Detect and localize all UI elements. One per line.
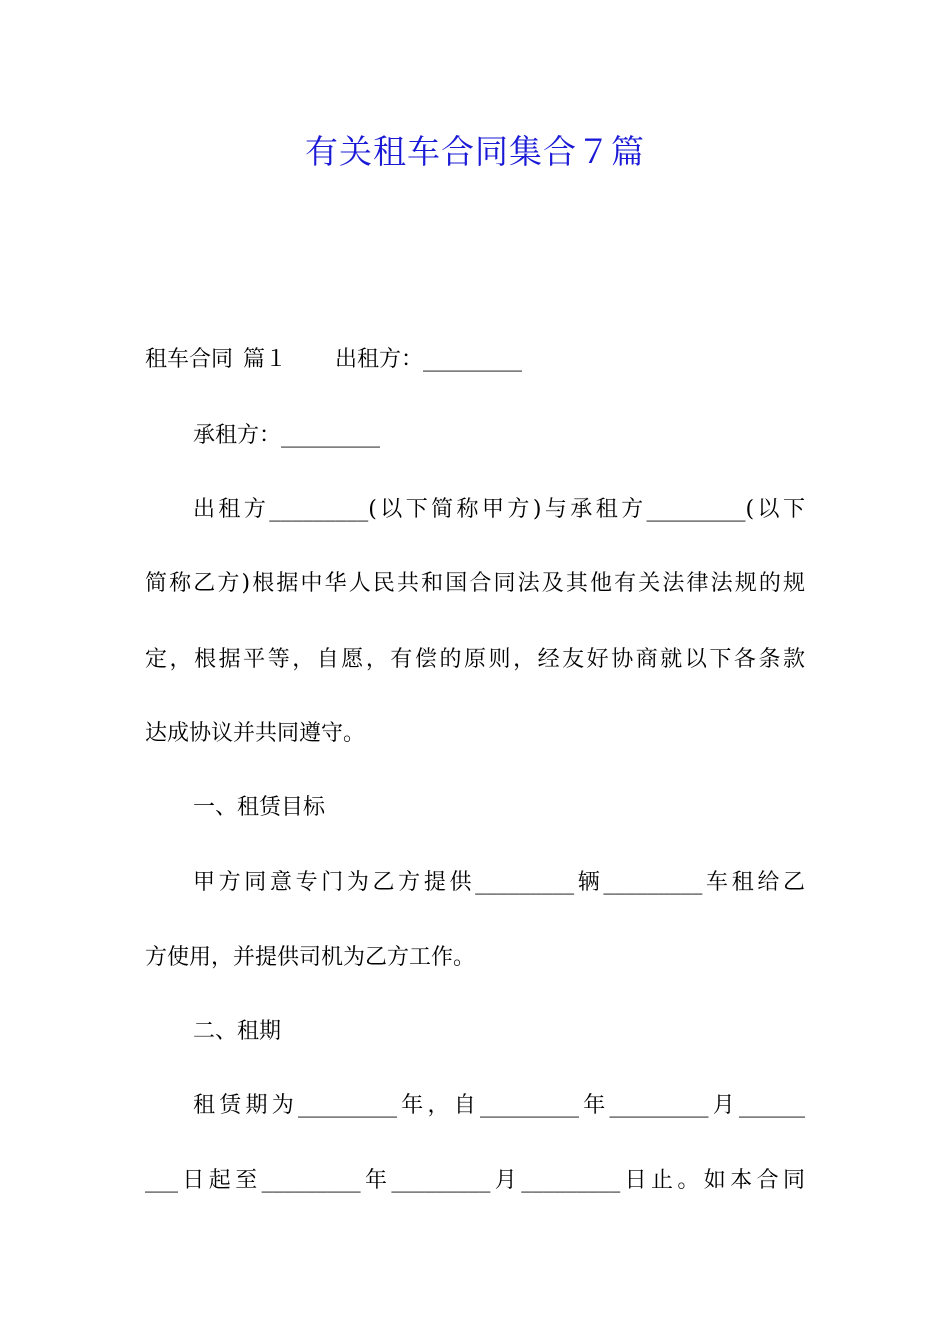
contract-name: 租车合同 [145,347,234,372]
paragraph-line: 达成协议并共同遵守。 [145,721,366,746]
paragraph-line: 定，根据平等，自愿，有偿的原则，经友好协商就以下各条款 [145,647,805,672]
lessee-field: 承租方：_________ [193,423,381,448]
document-title: 有关租车合同集合７篇 [305,132,645,171]
paragraph-line: 出租方_________(以下简称甲方)与承租方_________(以下 [193,497,805,522]
paragraph-line: ___日起至_________年_________月_________日止。如本合同 [145,1168,805,1193]
section-number: 篇１ [243,347,288,372]
lessor-field: 出租方：_________ [335,347,523,372]
section-heading: 一、租赁目标 [193,795,326,820]
paragraph-line: 简称乙方)根据中华人民共和国合同法及其他有关法律法规的规 [145,571,805,596]
paragraph-line: 甲方同意专门为乙方提供_________辆_________车租给乙 [193,870,805,895]
section-heading: 二、租期 [193,1019,282,1044]
paragraph-line: 租赁期为_________年，自_________年_________月______ [193,1093,805,1118]
paragraph-heading-line [145,345,805,375]
paragraph-line: 方使用，并提供司机为乙方工作。 [145,945,476,970]
